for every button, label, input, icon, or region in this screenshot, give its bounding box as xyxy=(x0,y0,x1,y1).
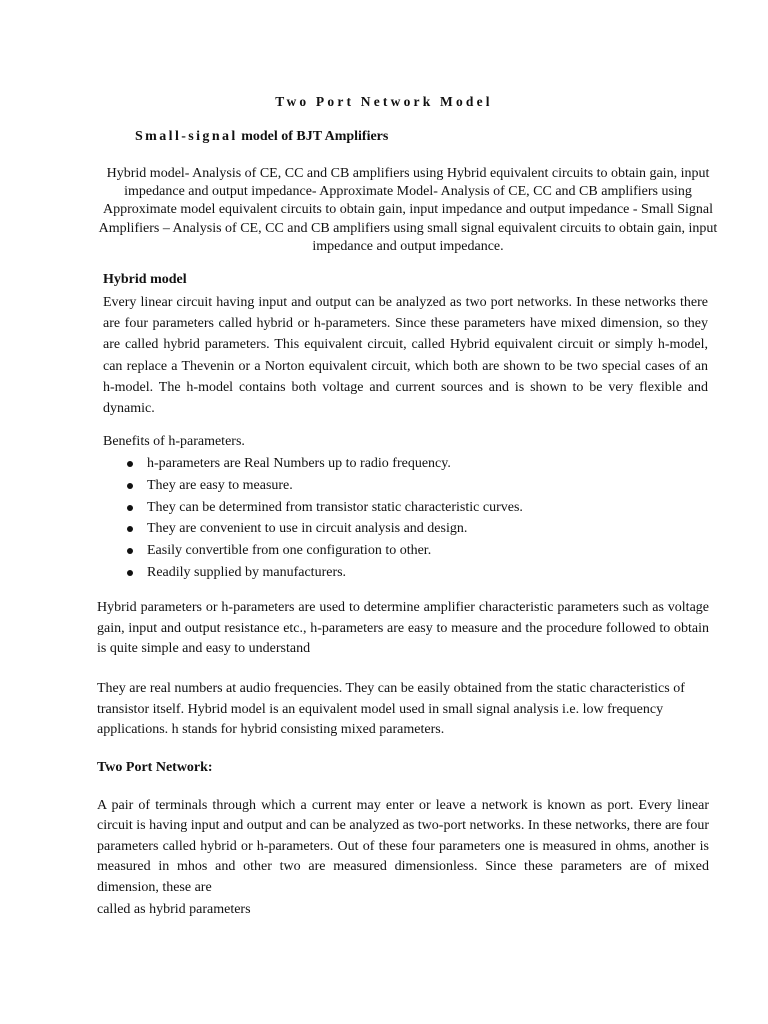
document-subtitle xyxy=(135,129,388,145)
benefits-title: Benefits of h-parameters. xyxy=(103,434,245,449)
h-parameters-paragraph: Hybrid parameters or h-parameters are used to determine amplifier characteristic parameters such as voltage gain, input and output resistance etc., h-parameters are easy to measure and the procedure followed to obtain is quite simple and easy to understand xyxy=(97,600,709,657)
two-port-network-paragraph: A pair of terminals through which a current may enter or leave a network is known as port. Every linear circuit is having input and output and can be analyzed as two-port networks. In these networks, there are four parameters called hybrid or h-parameters. Out of these four parameters one is measured in ohms, another is measured in mhos and other two are measured dimensionless. Since these parameters are of mixed dimension, these are xyxy=(97,798,709,895)
list-item: Readily supplied by manufacturers. xyxy=(103,562,703,584)
hybrid-model-heading: Hybrid model xyxy=(103,272,187,287)
hybrid-model-paragraph: Every linear circuit having input and output can be analyzed as two port networks. In these networks there are four parameters called hybrid or h-parameters. Since these parameters have mixed dimension, so they are called hybrid parameters. This equivalent circuit, called Hybrid equivalent circuit or simply h-model, can replace a Thevenin or a Norton equivalent circuit, which both are shown to be two special cases of an h-model. The h-model contains both voltage and current sources and is shown to be very flexible and dynamic. xyxy=(103,295,708,417)
list-item: They are easy to measure. xyxy=(103,475,703,497)
two-port-network-last-line: called as hybrid parameters xyxy=(97,902,251,917)
document-title: Two Port Network Model xyxy=(275,94,493,109)
list-item: They are convenient to use in circuit analysis and design. xyxy=(103,518,703,540)
two-port-network-heading: Two Port Network: xyxy=(97,760,213,775)
subtitle-rest-part: model of BJT Amplifiers xyxy=(237,129,389,144)
list-item: h-parameters are Real Numbers up to radio frequency. xyxy=(103,453,703,475)
real-numbers-paragraph: They are real numbers at audio frequencies. They can be easily obtained from the static characteristics of transistor itself. Hybrid model is an equivalent model used in small signal analysis i.e. low frequency applications. h stands for hybrid consisting mixed parameters. xyxy=(97,681,685,738)
benefits-list xyxy=(103,453,703,584)
syllabus-intro: Hybrid model- Analysis of CE, CC and CB amplifiers using Hybrid equivalent circuits to obtain gain, input impedance and output impedance- Approximate Model- Analysis of CE, CC and CB amplifiers using Approximate model equivalent circuits to obtain gain, input impedance and output impedance - Small Signal Amplifiers – Analysis of CE, CC and CB amplifiers using small signal equivalent circuits to obtain gain, input impedance and output impedance. xyxy=(98,166,718,254)
subtitle-spaced-part: Small-signal xyxy=(135,129,238,144)
list-item: Easily convertible from one configuration to other. xyxy=(103,540,703,562)
list-item: They can be determined from transistor static characteristic curves. xyxy=(103,497,703,519)
